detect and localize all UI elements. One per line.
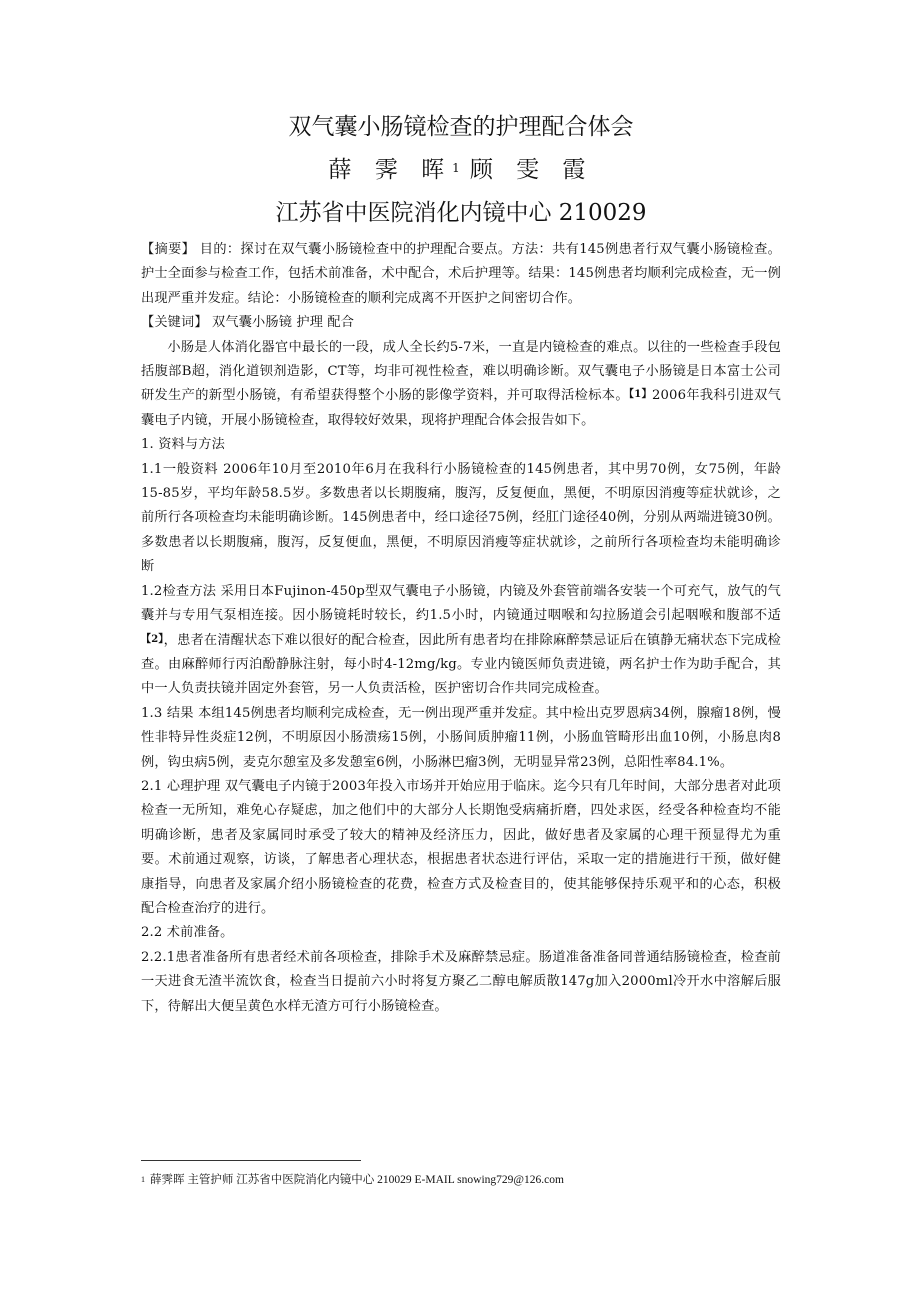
author-first: 薛 霁 晖 [328,157,453,183]
paper-body [141,238,781,1019]
section-1-2-text-a: 1.2检查方法 采用日本Fujinon-450p型双气囊电子小肠镜，内镜及外套管前端各安装一个可充气，放气的气囊并与专用气泵相连接。因小肠镜耗时较长，约1.5小时，内镜通过咽喉和勾拉肠道会引起咽喉和腹部不适 [141,583,781,624]
footnote-text: 薛霁晖 主管护师 江苏省中医院消化内镜中心 210029 E-MAIL snowing729@126.com [150,1174,564,1186]
section-1-2 [141,580,781,702]
intro-text-a: 小肠是人体消化器官中最长的一段，成人全长约5-7米，一直是内镜检查的难点。以往的一些检查手段包括腹部B超，消化道钡剂造影，CT等，均非可视性检查，难以明确诊断。双气囊电子小肠镜是日本富士公司研发生产的新型小肠镜，有希望获得整个小肠的影像学资料，并可取得活检标本。 [141,339,781,404]
abstract: 【摘要】 目的：探讨在双气囊小肠镜检查中的护理配合要点。方法：共有145例患者行双气囊小肠镜检查。护士全面参与检查工作，包括术前准备，术中配合，术后护理等。结果：145例患者均顺利完成检查，无一例出现严重并发症。结论：小肠镜检查的顺利完成离不开医护之间密切合作。 [141,242,781,306]
paper-title: 双气囊小肠镜检查的护理配合体会 [288,114,634,140]
author-line [141,155,781,185]
section-heading-1: 1. 资料与方法 [141,437,225,453]
footnote-mark: 1 [141,1175,145,1184]
paper-page [141,112,781,1019]
footnote [141,1171,781,1189]
section-2-2-1: 2.2.1患者准备所有患者经术前各项检查，排除手术及麻醉禁忌症。肠道准备准备同普通结肠镜检查，检查前一天进食无渣半流饮食，检查当日提前六小时将复方聚乙二醇电解质散147g加入2000ml冷开水中溶解后服下，待解出大便呈黄色水样无渣方可行小肠镜检查。 [141,949,781,1014]
author-second: 顾 雯 霞 [469,157,594,183]
section-2-1: 2.1 心理护理 双气囊电子内镜于2003年投入市场并开始应用于临床。迄今只有几年时间，大部分患者对此项检查一无所知，难免心存疑虑，加之他们中的大部分人长期饱受病痛折磨，四处求医，经受各种检查均不能明确诊断，患者及家属同时承受了较大的精神及经济压力，因此，做好患者及家属的心理干预显得尤为重要。术前通过观察，访谈，了解患者心理状态，根据患者状态进行评估，采取一定的措施进行干预，做好健康指导，向患者及家属介绍小肠镜检查的花费，检查方式及检查目的，使其能够保持乐观平和的心态，积极配合检查治疗的进行。 [141,778,781,916]
section-2-2: 2.2 术前准备。 [141,925,234,941]
affiliation: 江苏省中医院消化内镜中心 210029 [275,200,647,226]
citation-1: 【1】 [628,389,652,401]
section-1-2-text-b: ，患者在清醒状态下难以很好的配合检查，因此所有患者均在排除麻醉禁忌证后在镇静无痛状态下完成检查。由麻醉师行丙泊酚静脉注射，每小时4-12mg/kg。专业内镜医师负责进镜，两名护士作为助手配合，其中一人负责扶镜并固定外套管，另一人负责活检，医护密切合作共同完成检查。 [141,632,781,697]
intro-text-b: 2006年我科引进双气囊电子内镜，开展小肠镜检查，取得较好效果，现将护理配合体会报告如下。 [141,388,781,428]
keywords: 【关键词】 双气囊小肠镜 护理 配合 [141,315,355,331]
footnote-divider [141,1160,361,1161]
author-footnote-mark: 1 [452,161,460,175]
section-1-1: 1.1一般资料 2006年10月至2010年6月在我科行小肠镜检查的145例患者，其中男70例，女75例，年龄15-85岁，平均年龄58.5岁。多数患者以长期腹痛，腹泻，反复便血，黑便，不明原因消瘦等症状就诊，之前所行各项检查均未能明确诊断。145例患者中，经口途径75例，经肛门途径40例，分别从两端进镜30例。多数患者以长期腹痛，腹泻，反复便血，黑便，不明原因消瘦等症状就诊，之前所行各项检查均未能明确诊断 [141,461,781,575]
section-1-3: 1.3 结果 本组145例患者均顺利完成检查，无一例出现严重并发症。其中检出克罗恩病34例，腺瘤18例，慢性非特异性炎症12例，不明原因小肠溃疡15例，小肠间质肿瘤11例，小肠血管畸形出血10例，小肠息肉8例，钩虫病5例，麦克尔憩室及多发憩室6例，小肠淋巴瘤3例，无明显异常23例，总阳性率84.1%。 [141,705,781,770]
intro-paragraph [141,336,781,434]
citation-2: 【2】 [141,633,164,645]
